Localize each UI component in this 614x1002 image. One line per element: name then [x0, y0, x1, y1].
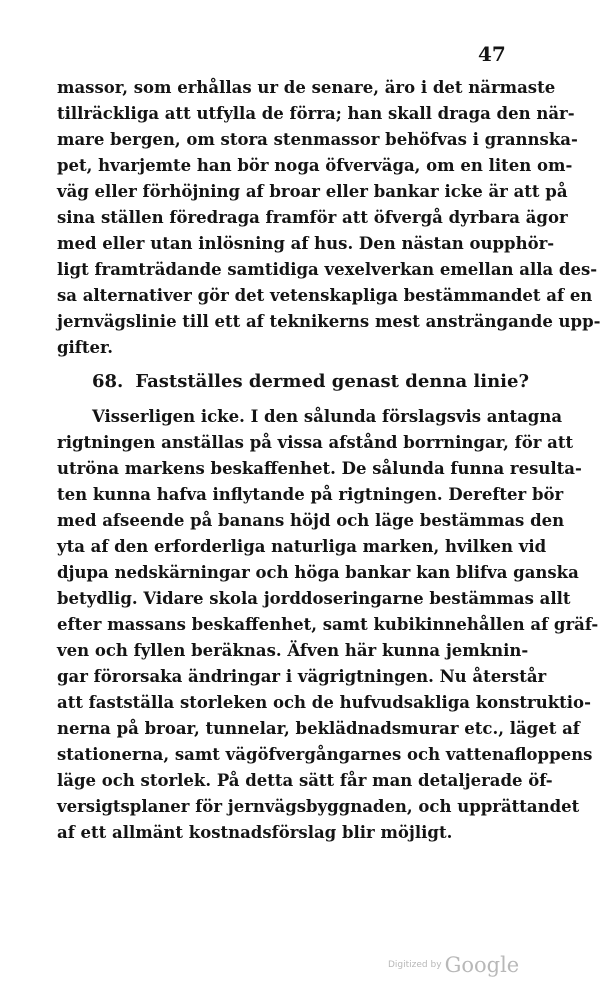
- text-line: mare bergen, om stora stenmassor behöfvas i grannska-: [57, 130, 578, 149]
- text-line: ligt framträdande samtidiga vexelverkan emellan alla des-: [57, 260, 598, 279]
- google-logo: Google: [444, 953, 520, 977]
- text-line: gifter.: [57, 338, 113, 357]
- text-line: betydlig. Vidare skola jorddoseringarne bestämmas allt: [57, 589, 571, 608]
- text-line: massor, som erhållas ur de senare, äro i det närmaste: [57, 78, 556, 97]
- text-line: läge och storlek. På detta sätt får man detaljerade öf-: [57, 771, 553, 790]
- text-line: yta af den erforderliga naturliga marken, hvilken vid: [57, 537, 547, 556]
- text-line: med eller utan inlösning af hus. Den nästan oupphör-: [57, 234, 555, 253]
- text-line: Visserligen icke. I den sålunda förslagsvis antagna: [92, 407, 563, 426]
- text-line: efter massans beskaffenhet, samt kubikinnehållen af gräf-: [57, 615, 599, 634]
- text-line: jernvägslinie till ett af teknikerns mest ansträngande upp-: [57, 312, 601, 331]
- text-line: att fastställa storleken och de hufvudsakliga konstruktio-: [57, 693, 591, 712]
- text-line: pet, hvarjemte han bör noga öfverväga, om en liten om-: [57, 156, 573, 175]
- text-line: med afseende på banans höjd och läge bestämmas den: [57, 511, 565, 530]
- text-line: nerna på broar, tunnelar, beklädnadsmurar etc., läget af: [57, 719, 580, 738]
- text-line: sina ställen föredraga framför att öfvergå dyrbara ägor: [57, 208, 568, 227]
- text-line: stationerna, samt vägöfvergångarnes och vattenafloppens: [57, 745, 593, 764]
- digitized-by-watermark: [388, 953, 519, 977]
- paragraph-2: [57, 404, 599, 846]
- text-line: sa alternativer gör det vetenskapliga bestämmandet af en: [57, 286, 593, 305]
- text-line: gar förorsaka ändringar i vägrigtningen. Nu återstår: [57, 667, 547, 686]
- text-line: utröna markens beskaffenhet. De sålunda funna resulta-: [57, 459, 582, 478]
- text-line: versigtsplaner för jernvägsbyggnaden, och upprättandet: [57, 797, 580, 816]
- text-line: ten kunna hafva inflytande på rigtningen. Derefter bör: [57, 485, 564, 504]
- text-line: väg eller förhöjning af broar eller bankar icke är att på: [57, 182, 568, 201]
- text-line: rigtningen anställas på vissa afstånd borrningar, för att: [57, 433, 574, 452]
- page-number: 47: [478, 42, 506, 66]
- paragraph-1: [57, 75, 601, 361]
- watermark-prefix: Digitized by: [388, 960, 442, 970]
- section-heading: [92, 371, 529, 392]
- text-line: djupa nedskärningar och höga bankar kan blifva ganska: [57, 563, 579, 582]
- text-line: af ett allmänt kostnadsförslag blir möjligt.: [57, 823, 453, 842]
- section-number: 68.: [92, 371, 124, 392]
- text-line: tillräckliga att utfylla de förra; han skall draga den när-: [57, 104, 575, 123]
- text-line: ven och fyllen beräknas. Äfven här kunna jemknin-: [57, 641, 529, 660]
- section-title: Fastställes dermed genast denna linie?: [135, 371, 529, 392]
